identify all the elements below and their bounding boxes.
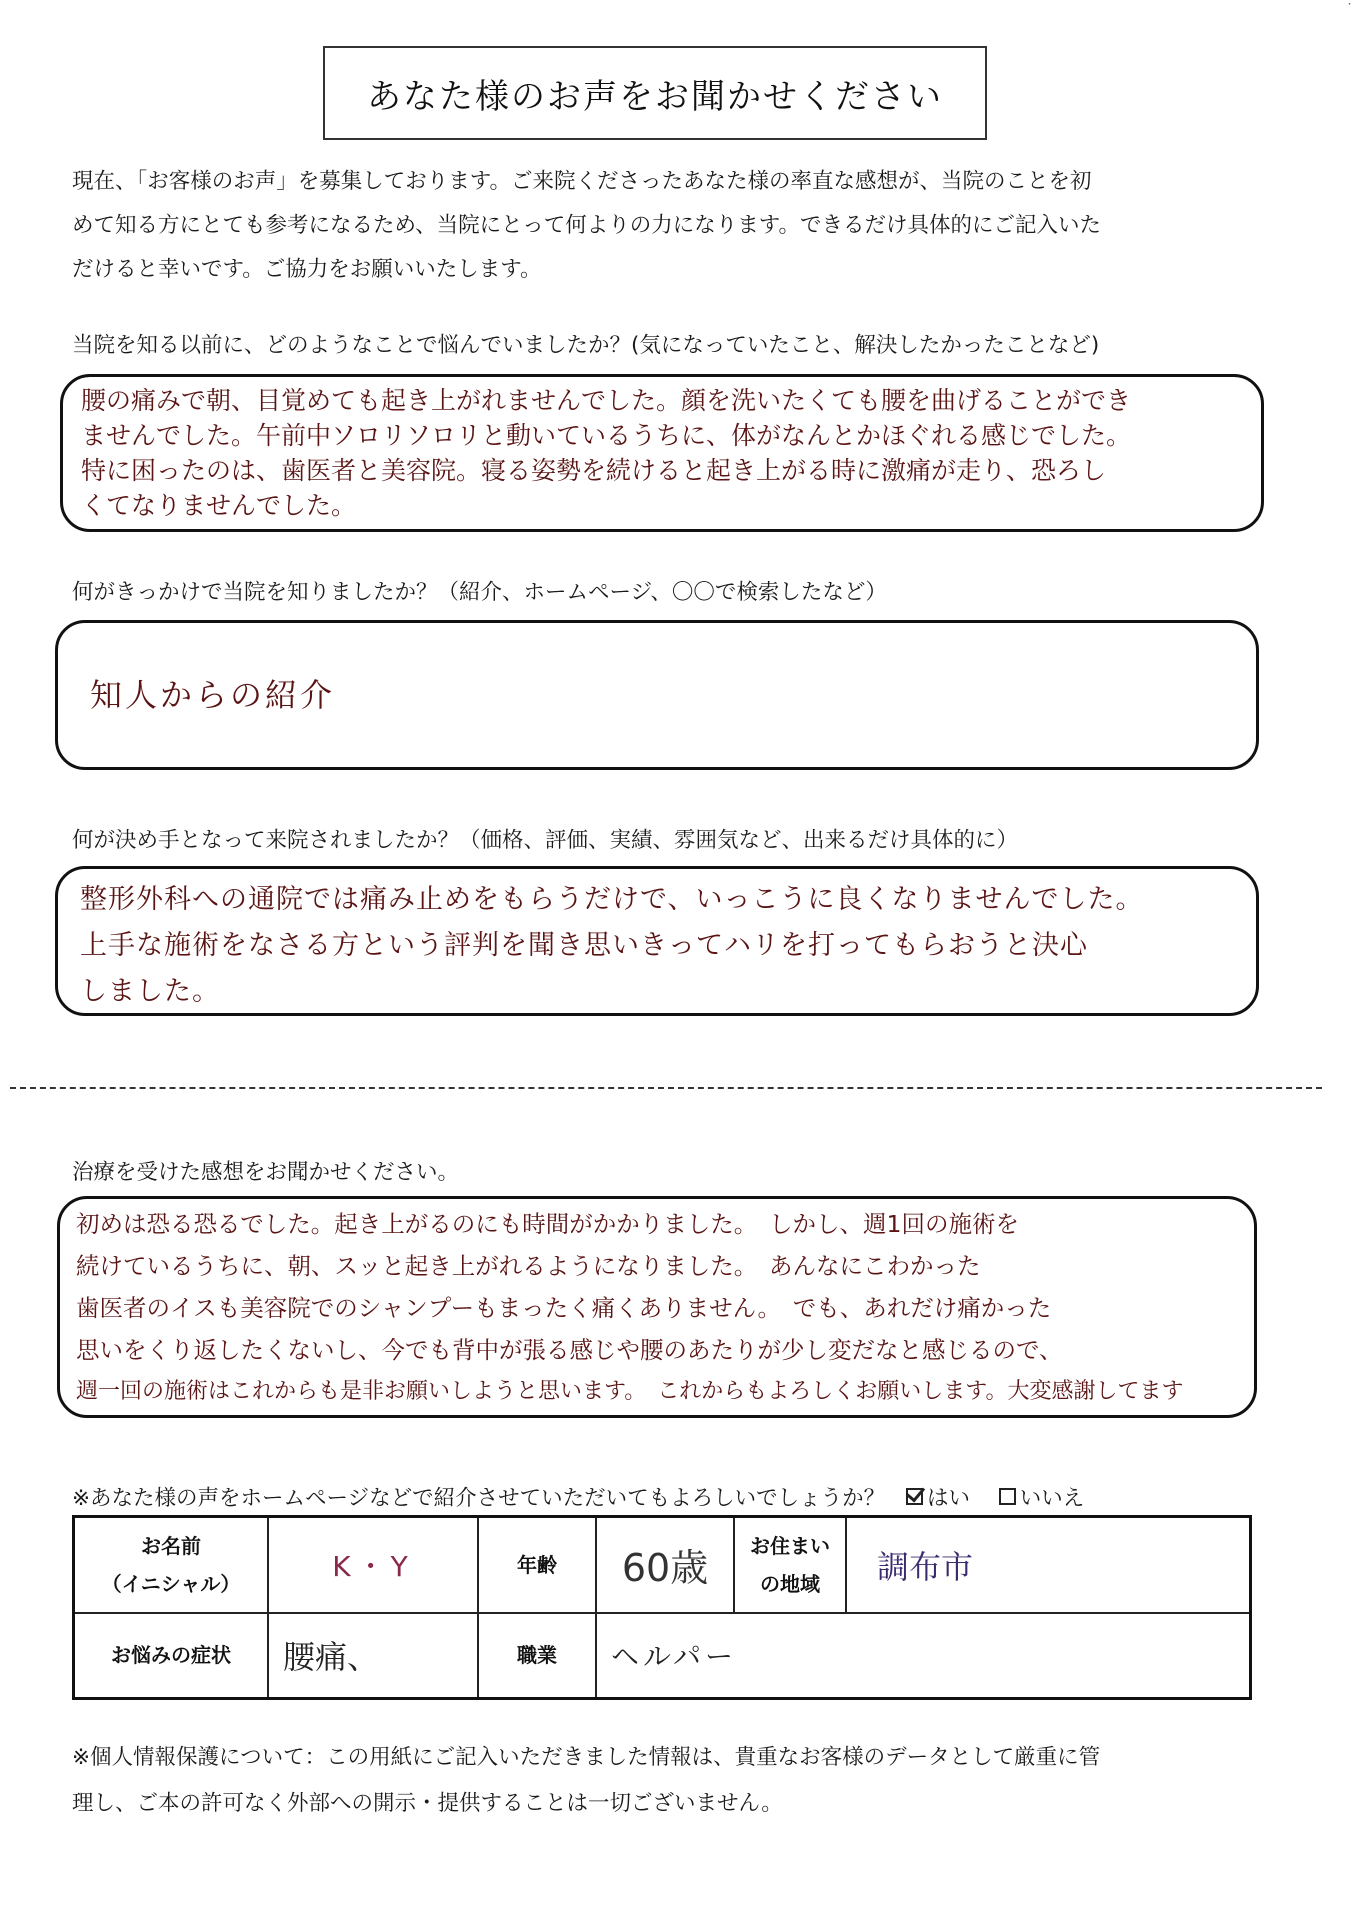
handwritten-line: 腰の痛みで朝、目覚めても起き上がれませんでした。顔を洗いたくても腰を曲げることができ: [81, 386, 1132, 415]
area-value[interactable]: 調布市: [846, 1517, 1251, 1613]
yes-checkbox[interactable]: [906, 1488, 923, 1505]
answer-3-text: [80, 877, 1246, 1015]
age-label: 年齢: [478, 1517, 596, 1613]
area-label-sub: の地域: [760, 1571, 820, 1596]
handwritten-line: ませんでした。午前中ソロリソロリと動いているうちに、体がなんとかほぐれる感じでした。: [81, 421, 1132, 450]
name-label-cell: [74, 1517, 269, 1613]
area-label-cell: [734, 1517, 846, 1613]
handwritten-line: 特に困ったのは、歯医者と美容院。寝る姿勢を続けると起き上がる時に激痛が走り、恐ろし: [81, 456, 1107, 485]
yes-label: はい: [926, 1486, 970, 1511]
no-label: いいえ: [1019, 1486, 1085, 1511]
handwritten-line: 知人からの紹介: [90, 676, 336, 714]
privacy-line: 理し、ご本の許可なく外部への開示・提供することは一切ございません。: [72, 1791, 783, 1816]
consent-row: [72, 1481, 1084, 1512]
name-label-sub: （イニシャル）: [101, 1571, 241, 1596]
handwritten-line: 初めは恐る恐るでした。起き上がるのにも時間がかかりました。 しかし、週1回の施術を: [76, 1210, 1019, 1238]
answer-box-4[interactable]: [57, 1196, 1257, 1418]
handwritten-line: 歯医者のイスも美容院でのシャンプーもまったく痛くありません。 でも、あれだけ痛かった: [76, 1294, 1052, 1322]
form-title: [323, 46, 987, 140]
symptom-value[interactable]: 腰痛、: [268, 1613, 478, 1699]
name-value[interactable]: K・Y: [268, 1517, 478, 1613]
question-3: 何が決め手となって来院されましたか？（価格、評価、実績、雰囲気など、出来るだけ具体的に）: [72, 828, 1019, 853]
answer-4-text: [76, 1203, 1244, 1413]
answer-box-3[interactable]: [55, 866, 1259, 1016]
age-value[interactable]: 60歳: [596, 1517, 734, 1613]
question-4: 治療を受けた感想をお聞かせください。: [72, 1160, 460, 1185]
answer-2-text: [90, 675, 1246, 715]
privacy-notice: [72, 1735, 1272, 1827]
handwritten-line: くてなりませんでした。: [81, 491, 357, 520]
intro-line: 現在、「お客様のお声」を募集しております。ご来院くださったあなた様の率直な感想が、当院のことを初: [72, 169, 1092, 194]
symptom-label: お悩みの症状: [74, 1613, 269, 1699]
handwritten-line: 思いをくり返したくないし、今でも背中が張る感じや腰のあたりが少し変だなと感じるので、: [76, 1336, 1063, 1364]
area-label: お住まい: [750, 1533, 830, 1558]
handwritten-line: 続けているうちに、朝、スッと起き上がれるようになりました。 あんなにこわかった: [76, 1252, 981, 1280]
consent-question: ※あなた様の声をホームページなどで紹介させていただいてもよろしいでしょうか？: [72, 1486, 886, 1511]
answer-box-2[interactable]: [55, 620, 1259, 770]
scan-mark: ˙: [1346, 2, 1353, 18]
privacy-line: ※個人情報保護について：この用紙にご記入いただきました情報は、貴重なお客様のデータとして厳重に管: [72, 1745, 1101, 1770]
question-1: 当院を知る以前に、どのようなことで悩んでいましたか？(気になっていたこと、解決したかったことなど): [72, 333, 1100, 358]
handwritten-line: 整形外科への通院では痛み止めをもらうだけで、いっこうに良くなりませんでした。: [80, 884, 1144, 915]
section-divider: [10, 1087, 1322, 1089]
handwritten-line: しました。: [80, 976, 220, 1007]
handwritten-line: 上手な施術をなさる方という評判を聞き思いきってハリを打ってもらおうと決心: [80, 930, 1088, 961]
form-title-text: あなた様のお声をお聞かせください: [367, 76, 943, 117]
answer-box-1[interactable]: [60, 374, 1264, 532]
name-label: お名前: [141, 1533, 201, 1558]
question-2: 何がきっかけで当院を知りましたか？（紹介、ホームページ、〇〇で検索したなど）: [72, 580, 887, 605]
intro-line: めて知る方にとても参考になるため、当院にとって何よりの力になります。できるだけ具体的にご記入いた: [72, 213, 1101, 238]
answer-1-text: [81, 383, 1251, 523]
job-label: 職業: [478, 1613, 596, 1699]
intro-paragraph: [72, 160, 1272, 292]
consent-yes-option[interactable]: [906, 1481, 970, 1512]
no-checkbox[interactable]: [999, 1488, 1016, 1505]
handwritten-line: 週一回の施術はこれからも是非お願いしようと思います。 これからもよろしくお願いします。大変感謝してます: [76, 1379, 1184, 1404]
intro-line: だけると幸いです。ご協力をお願いいたします。: [72, 257, 542, 282]
customer-info-table: [72, 1515, 1252, 1700]
consent-no-option[interactable]: [999, 1481, 1085, 1512]
job-value[interactable]: ヘルパー: [596, 1613, 1251, 1699]
